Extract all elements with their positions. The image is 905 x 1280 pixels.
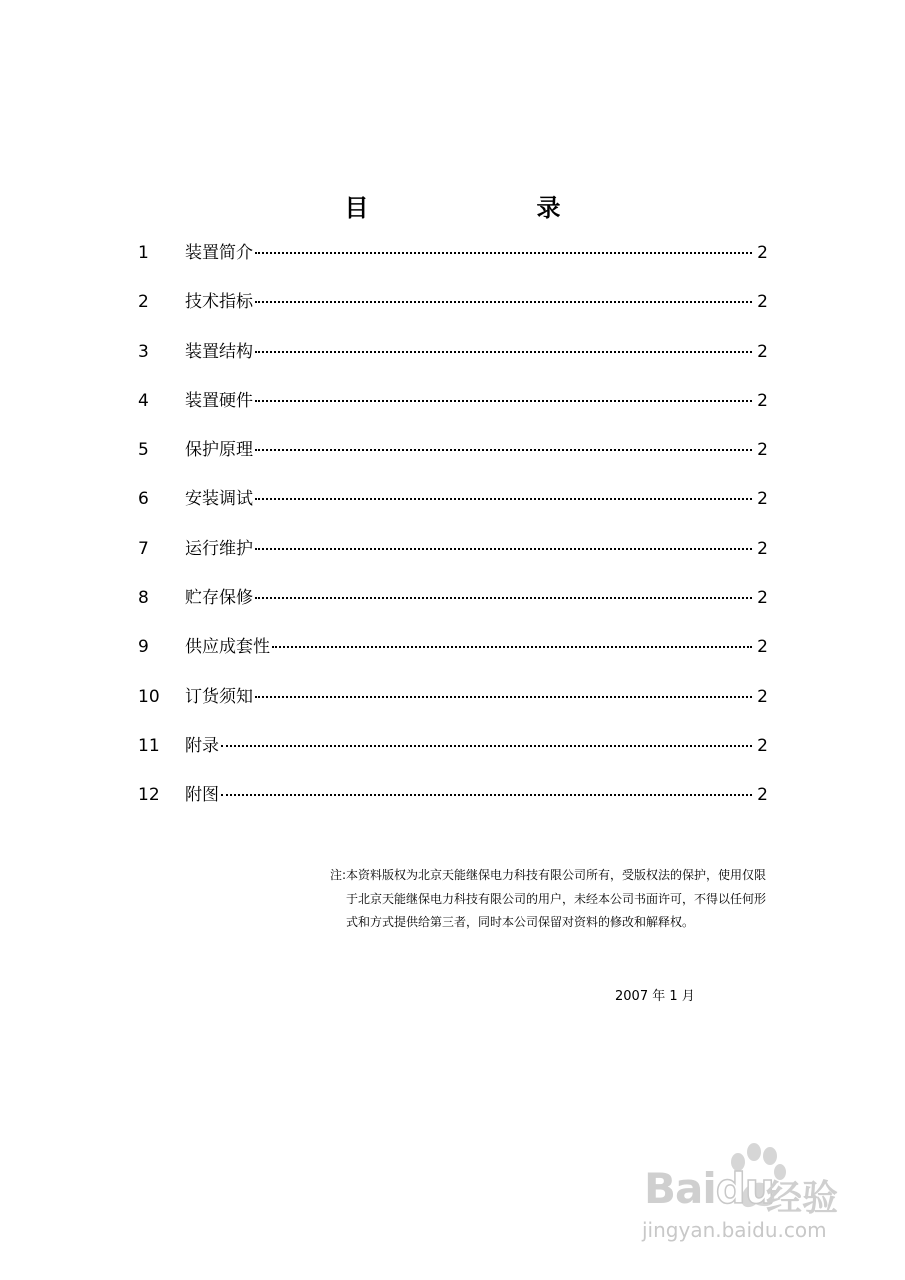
toc-entry-page: 2 bbox=[757, 292, 768, 313]
toc-entry-number: 7 bbox=[138, 538, 149, 559]
toc-entry-title[interactable]: 装置硬件 bbox=[185, 390, 253, 411]
toc-entry-title[interactable]: 装置结构 bbox=[185, 341, 253, 362]
toc-dot-leader bbox=[255, 696, 752, 698]
jingyan-logo-text: 经验 bbox=[766, 1178, 839, 1219]
toc-dot-leader bbox=[255, 597, 752, 599]
toc-entry-number: 4 bbox=[138, 390, 149, 411]
toc-entry-title[interactable]: 附录 bbox=[185, 735, 219, 756]
toc-entry-page: 2 bbox=[757, 785, 768, 806]
page-title: 目 录 bbox=[344, 194, 601, 222]
toc-entry-title[interactable]: 供应成套性 bbox=[185, 637, 270, 658]
copyright-note bbox=[330, 864, 770, 935]
toc-entry-number: 1 bbox=[138, 243, 149, 263]
toc-entry-number: 12 bbox=[138, 785, 160, 806]
toc-dot-leader bbox=[255, 351, 752, 353]
toc-entry-title[interactable]: 附图 bbox=[185, 785, 219, 806]
document-date: 2007 年 1 月 bbox=[615, 989, 695, 1004]
table-of-contents bbox=[138, 238, 768, 830]
toc-entry[interactable] bbox=[138, 435, 768, 484]
toc-entry-page: 2 bbox=[757, 637, 768, 658]
toc-dot-leader bbox=[255, 252, 752, 254]
toc-dot-leader bbox=[255, 400, 752, 402]
toc-dot-leader bbox=[221, 745, 752, 747]
toc-entry[interactable] bbox=[138, 780, 768, 829]
toc-entry-title[interactable]: 订货须知 bbox=[185, 686, 253, 707]
toc-entry-page: 2 bbox=[757, 735, 768, 756]
toc-entry-title[interactable]: 技术指标 bbox=[185, 292, 253, 313]
toc-entry-title[interactable]: 安装调试 bbox=[185, 489, 253, 510]
baidu-jingyan-watermark bbox=[640, 1140, 890, 1260]
toc-entry-title[interactable]: 装置简介 bbox=[185, 243, 253, 263]
toc-entry[interactable] bbox=[138, 534, 768, 583]
toc-entry-page: 2 bbox=[757, 440, 768, 461]
baidu-logo-text: Baidu bbox=[644, 1164, 774, 1213]
toc-entry-number: 10 bbox=[138, 686, 160, 707]
toc-dot-leader bbox=[255, 498, 752, 500]
watermark-url: jingyan.baidu.com bbox=[642, 1218, 827, 1242]
toc-entry-number: 8 bbox=[138, 588, 149, 609]
toc-dot-leader bbox=[255, 449, 752, 451]
toc-entry-page: 2 bbox=[757, 538, 768, 559]
toc-entry-title[interactable]: 运行维护 bbox=[185, 538, 253, 559]
toc-entry-number: 6 bbox=[138, 489, 149, 510]
toc-entry-number: 5 bbox=[138, 440, 149, 461]
toc-entry[interactable] bbox=[138, 337, 768, 386]
toc-entry[interactable] bbox=[138, 484, 768, 533]
toc-entry-number: 3 bbox=[138, 341, 149, 362]
toc-entry[interactable] bbox=[138, 238, 768, 287]
toc-entry-title[interactable]: 贮存保修 bbox=[185, 588, 253, 609]
toc-dot-leader bbox=[255, 548, 752, 550]
toc-entry[interactable] bbox=[138, 386, 768, 435]
toc-entry-page: 2 bbox=[757, 588, 768, 609]
toc-dot-leader bbox=[221, 794, 752, 796]
toc-entry-page: 2 bbox=[757, 390, 768, 411]
toc-dot-leader bbox=[255, 301, 752, 303]
toc-entry[interactable] bbox=[138, 731, 768, 780]
toc-entry-title[interactable]: 保护原理 bbox=[185, 440, 253, 461]
toc-entry[interactable] bbox=[138, 682, 768, 731]
toc-entry-number: 9 bbox=[138, 637, 149, 658]
toc-entry-number: 2 bbox=[138, 292, 149, 313]
toc-entry[interactable] bbox=[138, 287, 768, 336]
toc-entry-page: 2 bbox=[757, 489, 768, 510]
note-label: 注: bbox=[330, 868, 347, 882]
toc-entry[interactable] bbox=[138, 632, 768, 681]
toc-entry-page: 2 bbox=[757, 686, 768, 707]
note-text: 本资料版权为北京天能继保电力科技有限公司所有，受版权法的保护，使用仅限于北京天能继保电力科技有限公司的用户，未经本公司书面许可，不得以任何形式和方式提供给第三者，同时本公司保留对资料的修改和解释权。 bbox=[346, 868, 767, 929]
toc-dot-leader bbox=[272, 646, 752, 648]
toc-entry-number: 11 bbox=[138, 735, 160, 756]
toc-entry[interactable] bbox=[138, 583, 768, 632]
toc-entry-page: 2 bbox=[757, 341, 768, 362]
toc-entry-page: 2 bbox=[757, 243, 768, 263]
